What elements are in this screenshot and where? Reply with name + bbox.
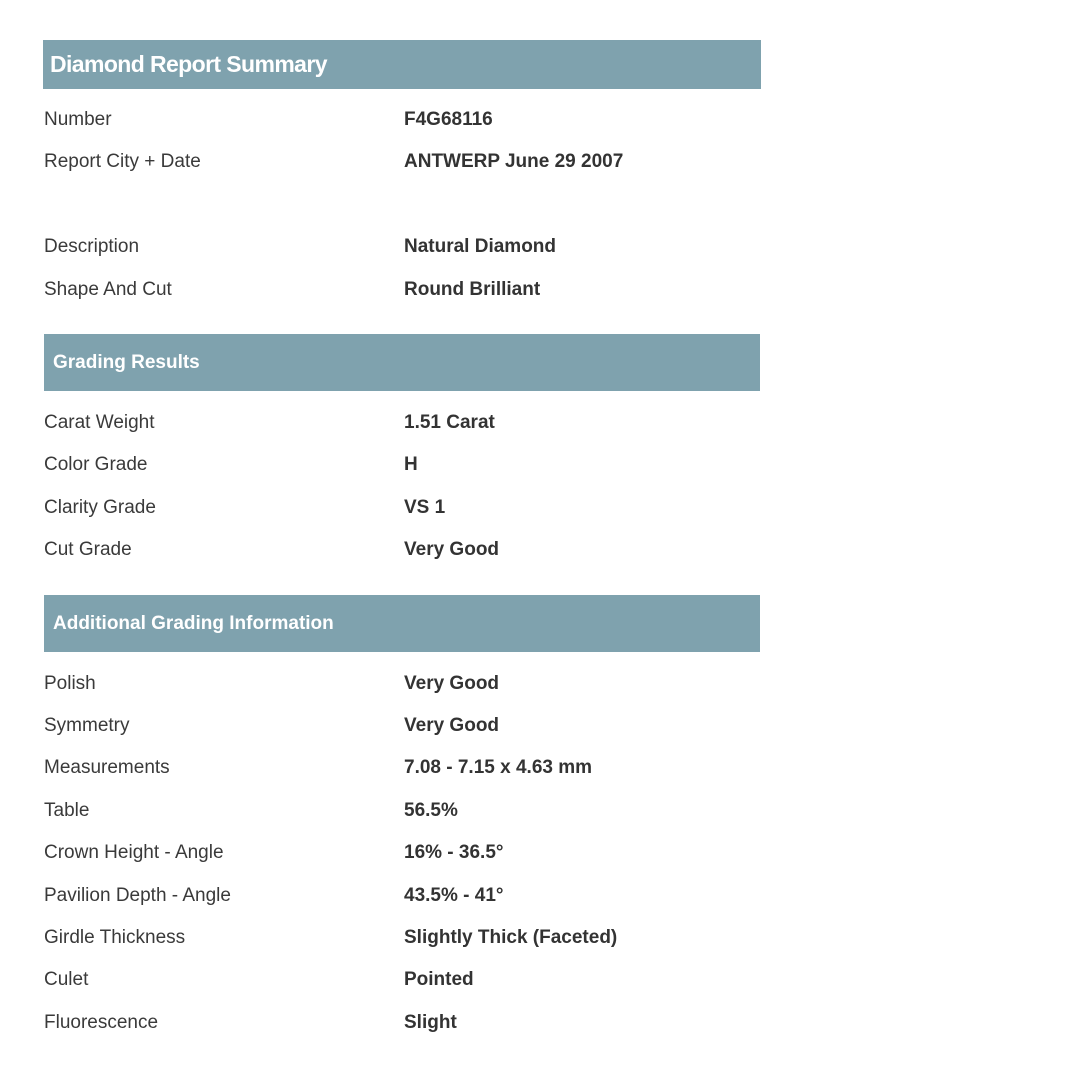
row-label: Carat Weight — [44, 412, 155, 433]
section-header-report-summary — [43, 40, 761, 89]
row-value: 1.51 Carat — [404, 412, 495, 433]
row-label: Pavilion Depth - Angle — [44, 885, 231, 906]
row-value: Slightly Thick (Faceted) — [404, 927, 618, 948]
info-row-description — [44, 233, 760, 261]
info-row-polish — [44, 670, 760, 698]
row-label: Table — [44, 800, 90, 821]
row-value: Pointed — [404, 969, 474, 990]
section-header-additional-grading — [44, 595, 760, 652]
row-value: Natural Diamond — [404, 236, 557, 257]
row-value: Very Good — [404, 539, 500, 560]
section-header-grading-results — [44, 334, 760, 391]
row-label: Shape And Cut — [44, 279, 172, 300]
info-row-shape-and-cut — [44, 276, 760, 304]
info-row-cut-grade — [44, 536, 760, 564]
row-label: Crown Height - Angle — [44, 842, 224, 863]
row-value: 16% - 36.5° — [404, 842, 504, 863]
info-row-crown-height-angle — [44, 839, 760, 867]
row-value: VS 1 — [404, 497, 446, 518]
row-label: Description — [44, 236, 140, 257]
section-title: Diamond Report Summary — [50, 51, 327, 77]
row-label: Culet — [44, 969, 89, 990]
info-row-girdle-thickness — [44, 924, 760, 952]
row-label: Polish — [44, 673, 96, 694]
row-value: 7.08 - 7.15 x 4.63 mm — [404, 757, 593, 778]
info-row-measurements — [44, 754, 760, 782]
row-label: Color Grade — [44, 454, 148, 475]
info-row-symmetry — [44, 712, 760, 740]
row-label: Girdle Thickness — [44, 927, 186, 948]
row-value: H — [404, 454, 418, 475]
info-row-color-grade — [44, 451, 760, 479]
row-value: F4G68116 — [404, 109, 493, 130]
info-row-table — [44, 797, 760, 825]
info-row-clarity-grade — [44, 494, 760, 522]
row-label: Clarity Grade — [44, 497, 156, 518]
row-value: 43.5% - 41° — [404, 885, 504, 906]
row-label: Number — [44, 109, 112, 130]
info-row-report-city-date — [44, 148, 760, 176]
row-value: Round Brilliant — [404, 279, 541, 300]
row-value: 56.5% — [404, 800, 458, 821]
info-row-culet — [44, 966, 760, 994]
info-row-number — [44, 106, 760, 134]
row-label: Report City + Date — [44, 151, 201, 172]
info-row-carat-weight — [44, 409, 760, 437]
row-label: Measurements — [44, 757, 170, 778]
row-label: Fluorescence — [44, 1012, 159, 1033]
row-value: ANTWERP June 29 2007 — [404, 151, 624, 172]
info-row-pavilion-depth-angle — [44, 882, 760, 910]
section-title: Grading Results — [53, 351, 200, 373]
row-label: Cut Grade — [44, 539, 132, 560]
info-row-fluorescence — [44, 1009, 760, 1037]
row-value: Very Good — [404, 715, 500, 736]
row-value: Slight — [404, 1012, 457, 1033]
section-title: Additional Grading Information — [53, 612, 334, 634]
row-label: Symmetry — [44, 715, 130, 736]
row-value: Very Good — [404, 673, 500, 694]
